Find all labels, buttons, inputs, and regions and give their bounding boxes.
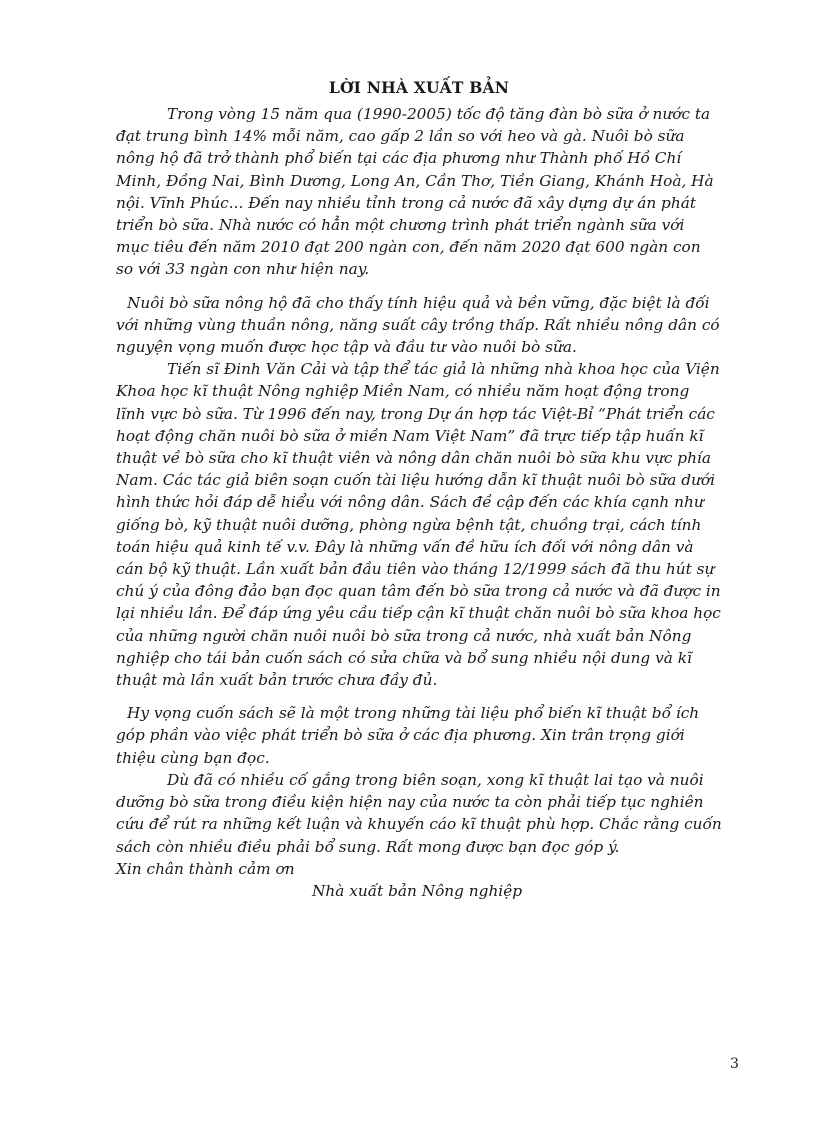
page-number: 3: [730, 1056, 739, 1072]
closing-line: Xin chân thành cảm ơn: [116, 859, 295, 878]
paragraph-4: Hy vọng cuốn sách sẽ là một trong những tài liệu phổ biến kĩ thuật bổ ích góp phần vào việc phát triển bò sữa ở các địa phương. Xin trân trọng giới thiệu cùng bạn đọc.: [116, 704, 700, 767]
paragraph-1: Trong vòng 15 năm qua (1990-2005) tốc độ tăng đàn bò sữa ở nước ta đạt trung bình 14% mỗi năm, cao gấp 2 lần so với heo và gà. Nuôi bò sữa nông hộ đã trở thành phổ biến tại các địa phương như Thành phố Hồ Chí Minh, Đồng Nai, Bình Dương, Long An, Cần Thơ, Tiền Giang, Khánh Hoà, Hà nội. Vĩnh Phúc... Đến nay nhiều tỉnh trong cả nước đã xây dựng dự án phát triển bò sữa. Nhà nước có hẳn một chương trình phát triển ngành sữa với mục tiêu đến năm 2010 đạt 200 ngàn con, đến năm 2020 đạt 600 ngàn con so với 33 ngàn con như hiện nay.: [116, 105, 714, 279]
publisher-signature: Nhà xuất bản Nông nghiệp: [312, 881, 523, 900]
paragraph-2: Nuôi bò sữa nông hộ đã cho thấy tính hiệu quả và bền vững, đặc biệt là đối với những vùng thuần nông, năng suất cây trồng thấp. Rất nhiều nông dân có nguyện vọng muốn được học tập và đầu tư vào nuôi bò sữa.: [116, 293, 720, 357]
document-page: [116, 78, 722, 902]
paragraph-5: Dù đã có nhiều cố gắng trong biên soạn, xong kĩ thuật lai tạo và nuôi dưỡng bò sữa trong điều kiện hiện nay của nước ta còn phải tiếp tục nghiên cứu để rút ra những kết luận và khuyến cáo kĩ thuật phù hợp. Chắc rằng cuốn sách còn nhiều điều phải bổ sung. Rất mong được bạn đọc góp ý.: [116, 770, 722, 856]
paragraph-3: Tiến sĩ Đinh Văn Cải và tập thể tác giả là những nhà khoa học của Viện Khoa học kĩ thuật Nông nghiệp Miền Nam, có nhiều năm hoạt động trong lĩnh vực bò sữa. Từ 1996 đến nay, trong Dự án hợp tác Việt-Bỉ “Phát triển các hoạt động chăn nuôi bò sữa ở miền Nam Việt Nam” đã trực tiếp tập huấn kĩ thuật về bò sữa cho kĩ thuật viên và nông dân chăn nuôi bò sữa khu vực phía Nam. Các tác giả biên soạn cuốn tài liệu hướng dẫn kĩ thuật nuôi bò sữa dưới hình thức hỏi đáp dễ hiểu với nông dân. Sách đề cập đến các khía cạnh như giống bò, kỹ thuật nuôi dưỡng, phòng ngừa bệnh tật, chuồng trại, cách tính toán hiệu quả kinh tế v.v. Đây là những vấn đề hữu ích đối với nông dân và cán bộ kỹ thuật. Lần xuất bản đầu tiên vào tháng 12/1999 sách đã thu hút sự chú ý của đông đảo bạn đọc quan tâm đến bò sữa trong cả nước và đã được in lại nhiều lần. Để đáp ứng yêu cầu tiếp cận kĩ thuật chăn nuôi bò sữa khoa học của những người chăn nuôi nuôi bò sữa trong cả nước, nhà xuất bản Nông nghiệp cho tái bản cuốn sách có sửa chữa và bổ sung nhiều nội dung và kĩ thuật mà lần xuất bản trước chưa đầy đủ.: [116, 360, 721, 690]
page-title: LỜI NHÀ XUẤT BẢN: [328, 78, 510, 97]
